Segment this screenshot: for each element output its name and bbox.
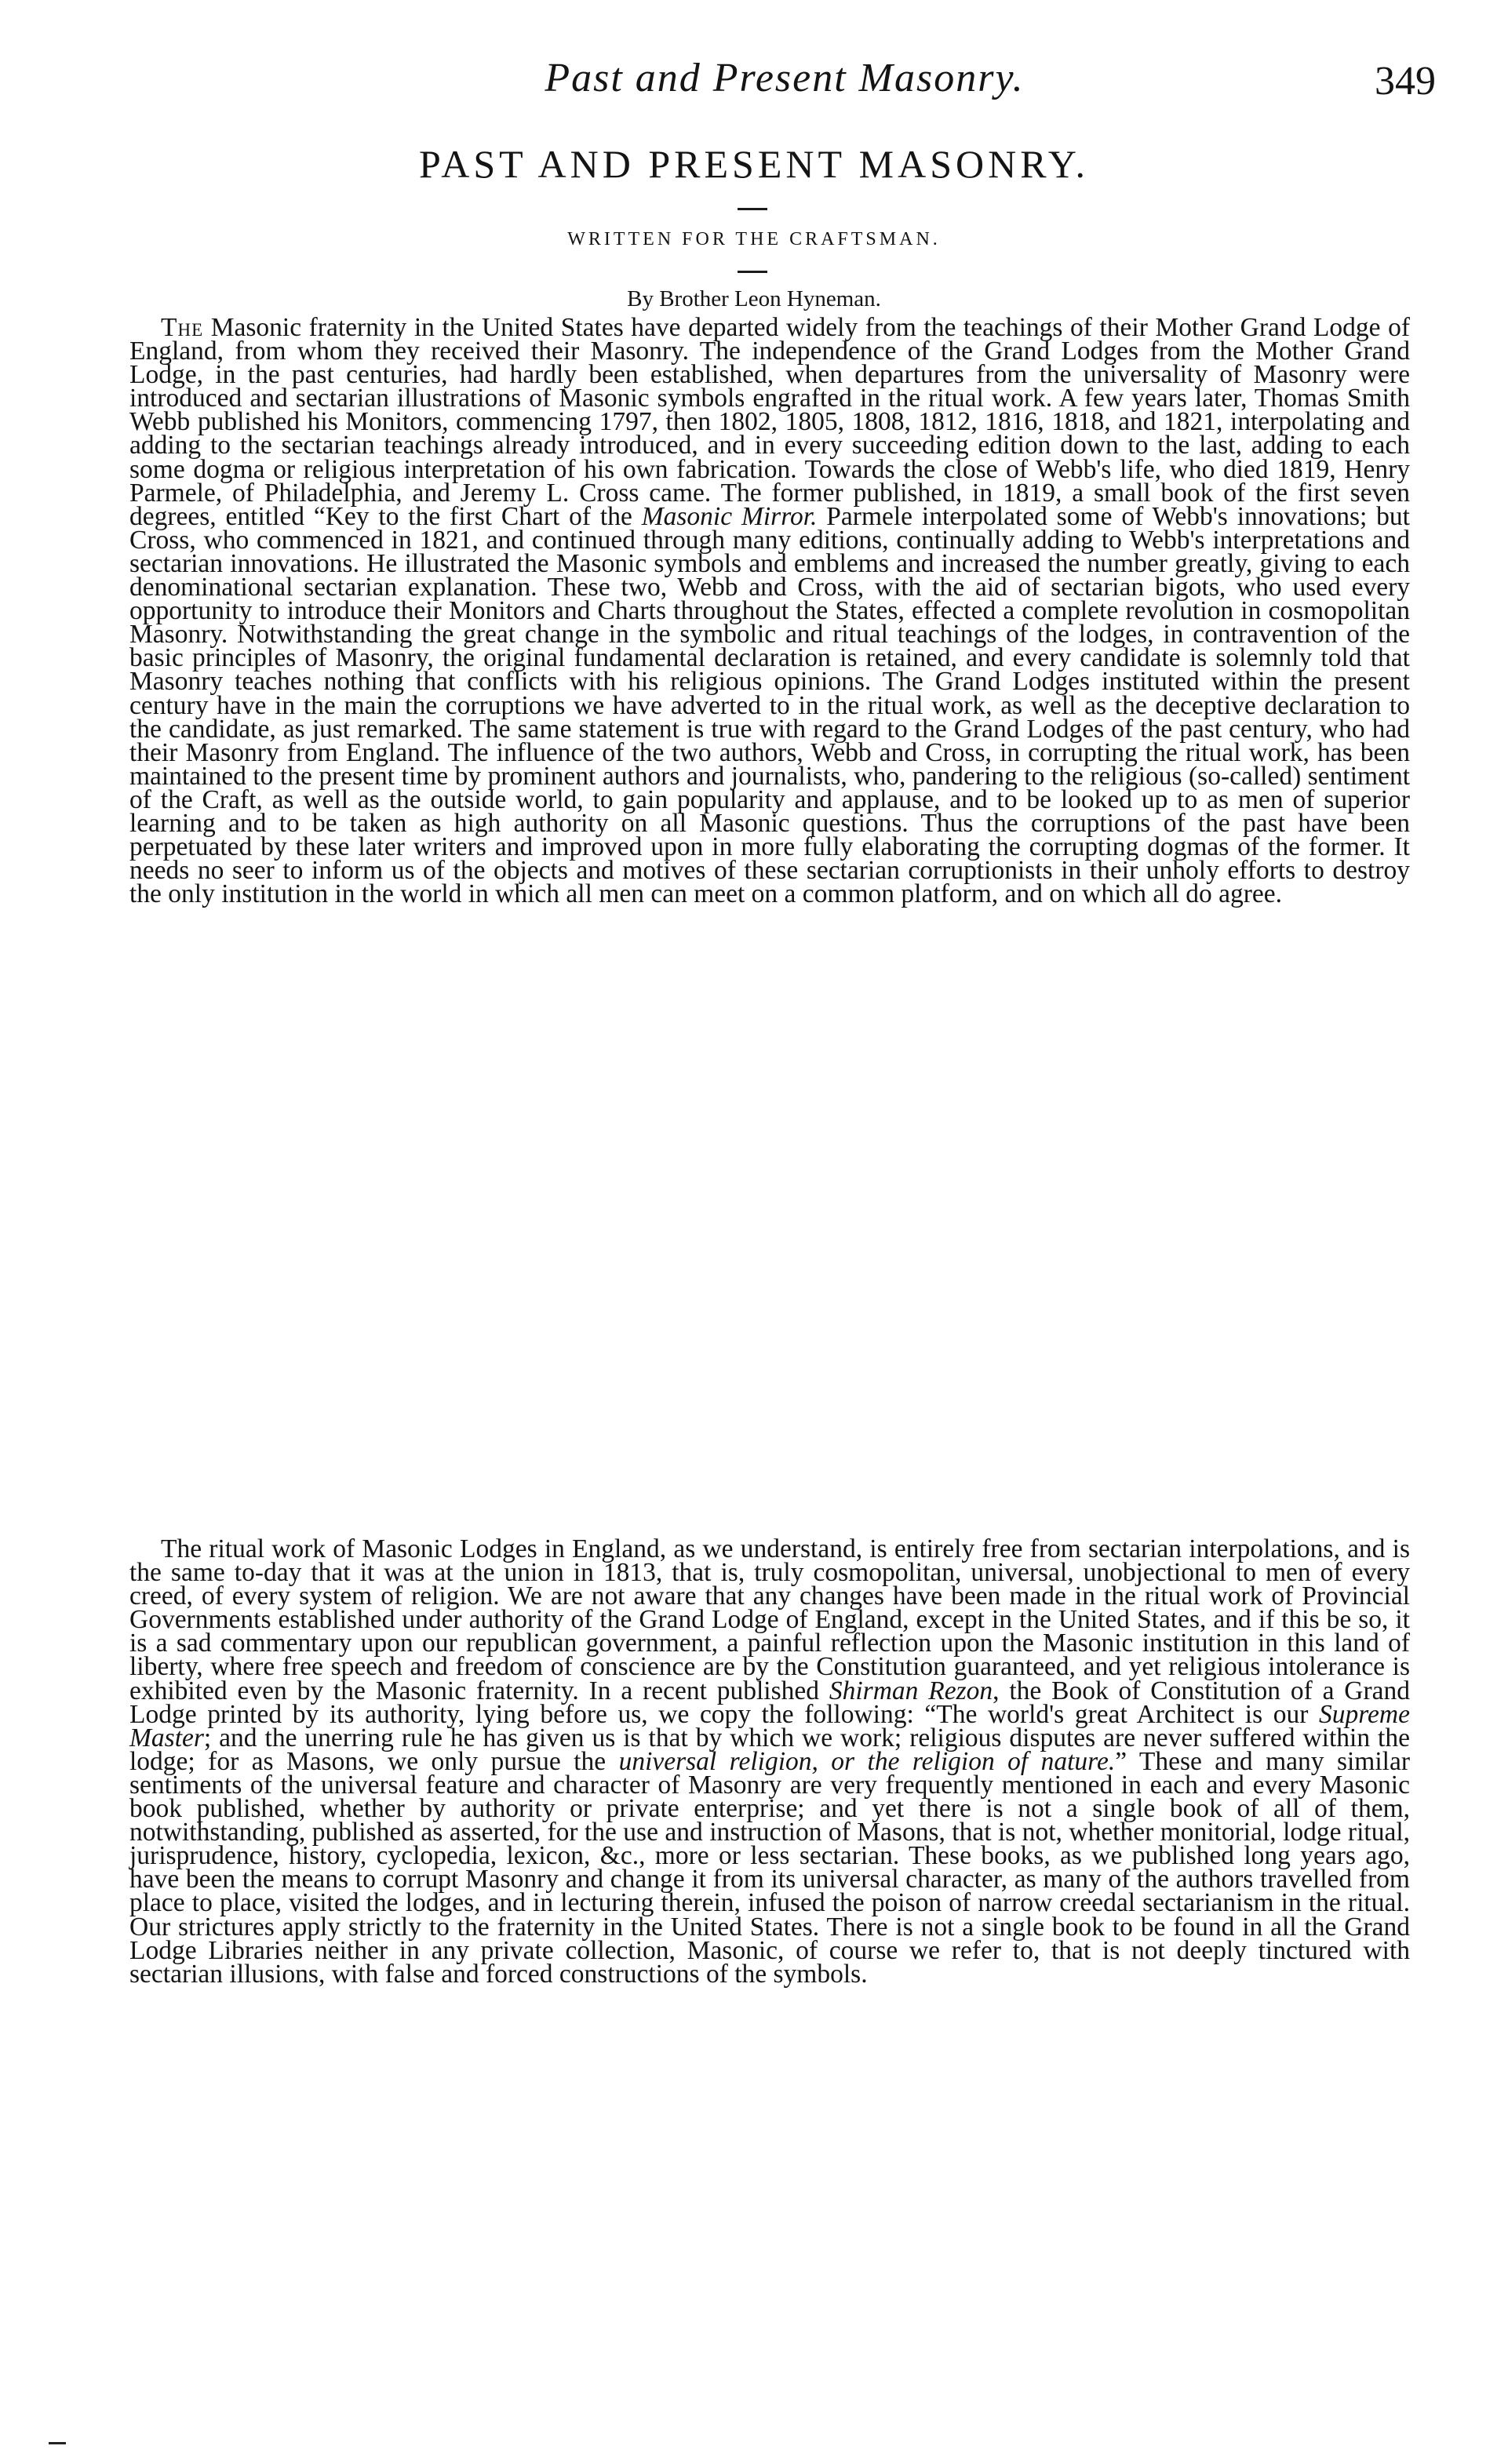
paragraph-text: Parmele interpolated some of Webb's innovations; but Cross, who commenced in 1821, and continued through many editions, continually adding to Webb's interpretations and sectarian innovations. He illustrated the Masonic symbols and emblems and increased the number greatly, giving to each denominational sectarian explanation. These two, Webb and Cross, with the aid of sectarian bigots, who used every opportunity to introduce their Monitors and Charts throughout the States, effected a complete revolution in cosmopolitan Masonry. Notwithstanding the great change in the symbolic and ritual teachings of the lodges, in contravention of the basic principles of Masonry, the original fundamental declaration is retained, and every candidate is solemnly told that Masonry teaches nothing that conflicts with his religious opinions. The Grand Lodges instituted within the present century have in the main the corruptions we have adverted to in the ritual work, as well as the deceptive declaration to the candidate, as just remarked. The same statement is true with regard to the Grand Lodges of the past century, who had their Masonry from England. The influence of the two authors, Webb and Cross, in corrupting the ritual work, has been maintained to the present time by prominent authors and journalists, who, pandering to the religious (so-called) sentiment of the Craft, as well as the outside world, to gain popularity and applause, and to be looked up to as men of superior learning and to be taken as high authority on all Masonic questions. Thus the corruptions of the past have been perpetuated by these later writers and improved upon in more fully elaborating the corrupting dogmas of the former. It needs no seer to inform us of the objects and motives of these sectarian corruptionists in their unholy efforts to destroy the only institution in the world in which all men can meet on a common platform, and on which all do agree.: [129, 501, 1410, 909]
paragraph-lead-word: The: [161, 313, 204, 342]
paragraph-text: The ritual work of Masonic Lodges in England, as we understand, is entirely free from sectarian interpolations, and is the same to-day that it was at the union in 1813, that is, truly cosmopolitan, universal, unobjectional to men of every creed, of every system of religion. We are not aware that any changes have been made in the ritual work of Provincial Governments established under authority of the Grand Lodge of England, except in the United States, and if this be so, it is a sad commentary upon our republican government, a painful reflection upon the Masonic institution in this land of liberty, where free speech and freedom of conscience are by the Constitution guaranteed, and yet religious intolerance is exhibited even by the Masonic fraternity. In a recent published: [129, 1534, 1410, 1705]
article-subtitle: WRITTEN FOR THE CRAFTSMAN.: [567, 229, 941, 249]
footer-dash: [49, 2442, 66, 2444]
italic-title-masonic-mirror: Masonic Mirror.: [641, 501, 818, 531]
paragraph-text: ” These and many similar sentiments of the universal feature and character of Masonry are very frequently mentioned in each and every Masonic book published, whether by authority or private enterprise; and yet there is not a single book of all of them, notwithstanding, published as asserted, for the use and instruction of Masons, that is not, whether monitorial, lodge ritual, jurisprudence, history, cyclopedia, lexicon, &c., more or less sectarian. These books, as we published long years ago, have been the means to corrupt Masonry and change it from its universal character, as many of the authors travelled from place to place, visited the lodges, and in lecturing therein, infused the poison of narrow creedal sectarianism in the ritual. Our strictures apply strictly to the fraternity in the United States. There is not a single book to be found in all the Grand Lodge Libraries neither in any private collection, Masonic, of course we refer to, that is not deeply tinctured with sectarian illusions, with false and forced constructions of the symbols.: [129, 1746, 1410, 1989]
page-header: [133, 55, 1436, 118]
paragraph-2: [129, 1534, 1411, 1989]
title-rule: [738, 208, 767, 210]
page-number: 349: [1375, 59, 1436, 104]
italic-universal-religion: universal religion, or the religion of nature.: [618, 1746, 1116, 1776]
subtitle-rule: [738, 271, 767, 273]
article-title: PAST AND PRESENT MASONRY.: [419, 142, 1089, 186]
running-title: Past and Present Masonry.: [545, 56, 1025, 100]
italic-supreme-master: Supreme Master: [129, 1699, 1410, 1752]
paragraph-text: Masonic fraternity in the United States have departed widely from the teachings of their Mother Grand Lodge of England, from whom they received their Masonry. The independence of the Grand Lodges from the Mother Grand Lodge, in the past centuries, had hardly been established, when departures from the universality of Masonry were introduced and sectarian illustrations of Masonic symbols engrafted in the ritual work. A few years later, Thomas Smith Webb published his Monitors, commencing 1797, then 1802, 1805, 1808, 1812, 1816, 1818, and 1821, interpolating and adding to the sectarian teachings already introduced, and in every succeeding edition down to the last, adding to each some dogma or religious interpretation of his own fabrication. Towards the close of Webb's life, who died 1819, Henry Parmele, of Philadelphia, and Jeremy L. Cross came. The former published, in 1819, a small book of the first seven degrees, entitled “Key to the first Chart of the: [129, 313, 1410, 531]
italic-book-title: Shirman Rezon: [829, 1676, 993, 1705]
paragraph-text: ; and the unerring rule he has given us is that by which we work; religious disputes are never suffered within the lodge; for as Masons, we only pursue the: [129, 1723, 1410, 1776]
paragraph-text: , the Book of Constitution of a Grand Lodge printed by its authority, lying before us, we copy the following: “The world's great Architect is our: [129, 1676, 1411, 1729]
paragraph-1: [129, 313, 1410, 909]
author-byline: By Brother Leon Hyneman.: [627, 286, 881, 311]
